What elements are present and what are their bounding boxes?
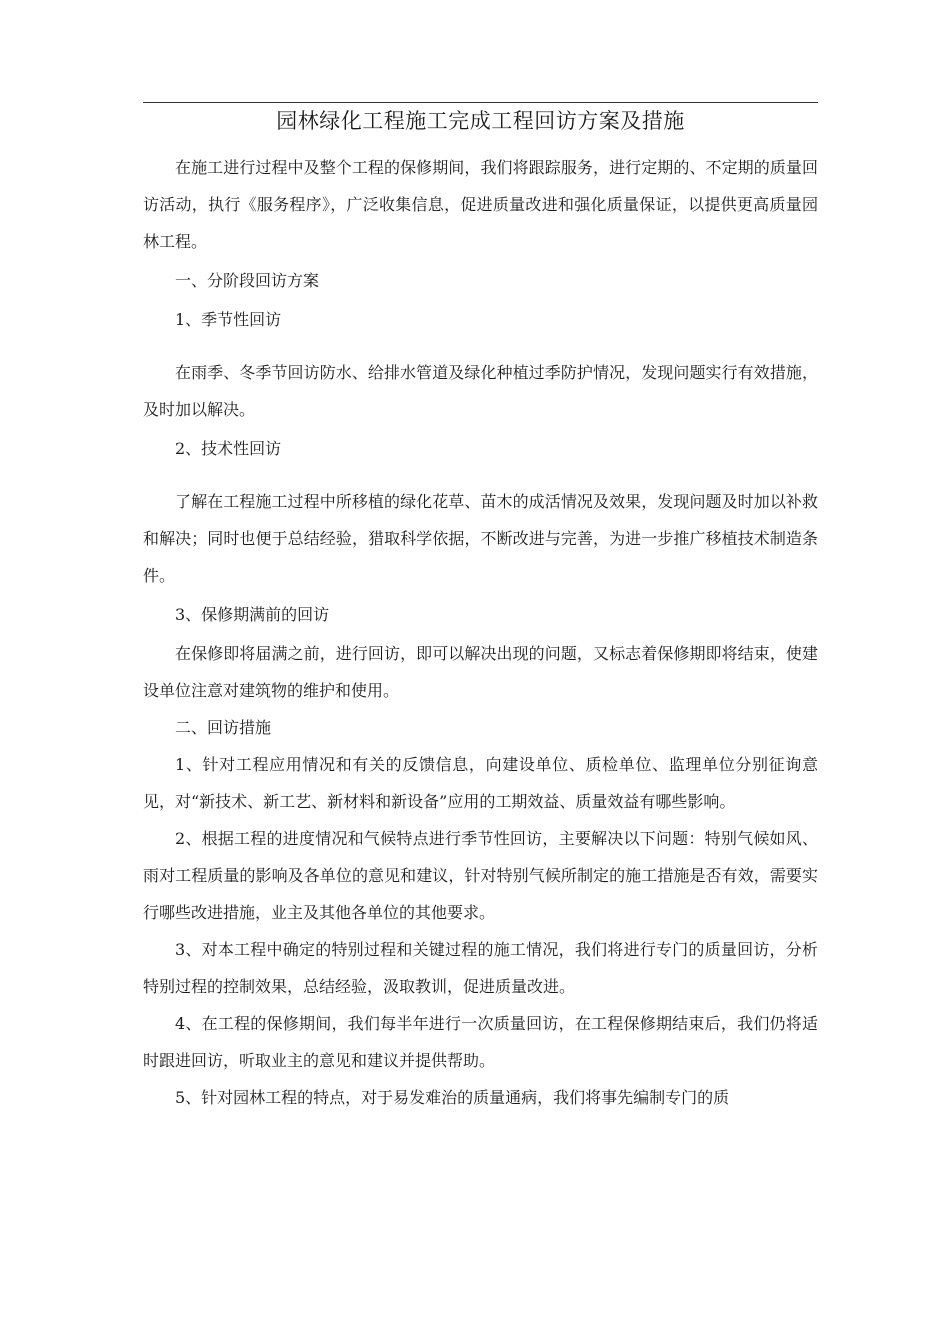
paragraph-intro: 在施工进行过程中及整个工程的保修期间，我们将跟踪服务，进行定期的、不定期的质量回访活动，执行《服务程序》，广泛收集信息，促进质量改进和强化质量保证，以提供更高质量园林工程。 (143, 158, 818, 251)
paragraph-measure-5: 5、针对园林工程的特点，对于易发难治的质量通病，我们将事先编制专门的质 (175, 1088, 730, 1107)
paragraph-technical: 了解在工程施工过程中所移植的绿化花草、苗木的成活情况及效果，发现问题及时加以补救和解决；同时也便于总结经验，猎取科学依据，不断改进与完善，为进一步推广移植技术制造条件。 (143, 492, 818, 585)
subheading-seasonal: 1、季节性回访 (175, 310, 282, 329)
section-heading-1: 一、分阶段回访方案 (175, 271, 320, 290)
header-rule (143, 102, 818, 103)
section-heading-2: 二、回访措施 (175, 718, 272, 737)
document-title: 园林绿化工程施工完成工程回访方案及措施 (276, 109, 685, 133)
paragraph-measure-4: 4、在工程的保修期间，我们每半年进行一次质量回访，在工程保修期结束后，我们仍将适时跟进回访，听取业主的意见和建议并提供帮助。 (143, 1014, 818, 1070)
paragraph-seasonal: 在雨季、冬季节回访防水、给排水管道及绿化种植过季防护情况，发现问题实行有效措施，及时加以解决。 (143, 363, 818, 419)
paragraph-measure-3: 3、对本工程中确定的特别过程和关键过程的施工情况，我们将进行专门的质量回访，分析特别过程的控制效果，总结经验，汲取教训，促进质量改进。 (143, 940, 818, 996)
document-body (143, 149, 818, 1116)
paragraph-measure-2: 2、根据工程的进度情况和气候特点进行季节性回访，主要解决以下问题：特别气候如风、雨对工程质量的影响及各单位的意见和建议，针对特别气候所制定的施工措施是否有效，需要实行哪些改进措施，业主及其他各单位的其他要求。 (143, 829, 818, 922)
paragraph-measure-1: 1、针对工程应用情况和有关的反馈信息，向建设单位、质检单位、监理单位分别征询意见，对“新技术、新工艺、新材料和新设备”应用的工期效益、质量效益有哪些影响。 (143, 755, 818, 811)
subheading-technical: 2、技术性回访 (175, 439, 282, 458)
subheading-warranty: 3、保修期满前的回访 (175, 605, 330, 624)
paragraph-warranty: 在保修即将届满之前，进行回访，即可以解决出现的问题，又标志着保修期即将结束，使建设单位注意对建筑物的维护和使用。 (143, 644, 818, 700)
